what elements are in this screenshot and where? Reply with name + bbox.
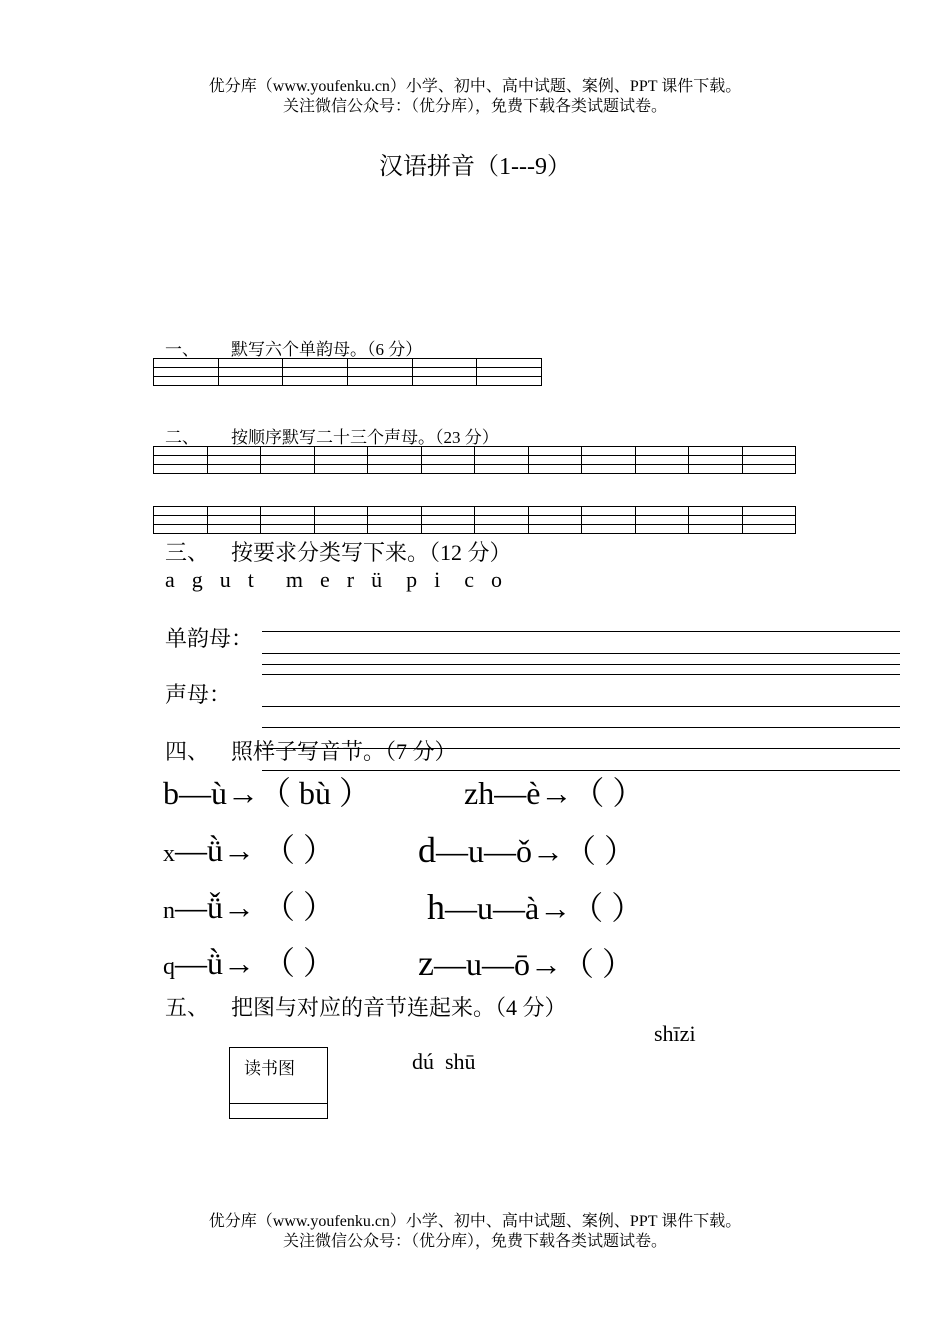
picture-label: 读书图 xyxy=(244,1059,295,1078)
initials-label: 声母： xyxy=(165,682,232,707)
page-title: 汉语拼音（1---9） xyxy=(379,154,571,180)
section-2-heading xyxy=(165,423,499,448)
section-2-number: 二、 xyxy=(165,428,199,447)
section-4-heading xyxy=(165,735,457,766)
letter: t xyxy=(247,567,254,592)
exercise-xu[interactable]: x—ǜ→ （ ） xyxy=(163,832,336,868)
letter: i xyxy=(434,567,441,592)
letter: c xyxy=(464,567,474,592)
writing-line[interactable] xyxy=(262,631,900,632)
section-1-text: 默写六个单韵母。（6 分） xyxy=(231,340,423,359)
section-4-number: 四、 xyxy=(165,739,210,764)
header-line-2: 关注微信公众号：（优分库），免费下载各类试题试卷。 xyxy=(282,98,667,115)
vowels-label: 单韵母： xyxy=(165,626,254,651)
initial-q: q xyxy=(163,954,175,980)
section-1-number: 一、 xyxy=(165,340,199,359)
section-3-letter-list xyxy=(165,567,519,593)
initial-x: x xyxy=(163,841,175,867)
letter: r xyxy=(346,567,355,592)
syllable-dushu[interactable]: dú shū xyxy=(412,1049,476,1074)
section-4-text: 照样子写音节。（7 分） xyxy=(231,739,457,764)
section-5-text: 把图与对应的音节连起来。（4 分） xyxy=(231,995,567,1020)
section-3-text: 按要求分类写下来。（12 分） xyxy=(231,540,512,565)
exercise-nu[interactable]: n—ǚ→ （ ） xyxy=(163,889,336,925)
section-3-number: 三、 xyxy=(165,540,210,565)
letter: e xyxy=(320,567,330,592)
letter: p xyxy=(406,567,418,592)
section-2-text: 按顺序默写二十三个声母。（23 分） xyxy=(231,428,499,447)
footer-line-2: 关注微信公众号：（优分库），免费下载各类试题试卷。 xyxy=(282,1233,667,1250)
letter: m xyxy=(285,567,304,592)
initial-d: d xyxy=(418,830,436,870)
section-3-heading xyxy=(165,536,512,567)
writing-line[interactable] xyxy=(262,770,900,771)
picture-box-divider xyxy=(230,1103,327,1104)
initial-h: h xyxy=(427,887,445,927)
exercise-hua[interactable]: h—u—à→（ ） xyxy=(427,887,644,927)
section-2-writing-grid-2[interactable] xyxy=(153,506,796,534)
exercise-duo[interactable]: d—u—ǒ→（ ） xyxy=(418,830,637,870)
header-line-1: 优分库（www.youfenku.cn）小学、初中、高中试题、案例、PPT 课件下载。 xyxy=(208,78,742,95)
footer-line-1: 优分库（www.youfenku.cn）小学、初中、高中试题、案例、PPT 课件下载。 xyxy=(208,1213,742,1230)
initial-n: n xyxy=(163,898,175,924)
letter: a xyxy=(165,567,175,592)
picture-box[interactable] xyxy=(229,1047,328,1119)
exercise-zuo[interactable]: z—u—ō→（ ） xyxy=(418,943,634,983)
exercise-zhe[interactable]: zh—è→（ ） xyxy=(464,775,645,811)
initial-z: z xyxy=(418,943,434,983)
letter: g xyxy=(191,567,203,592)
section-5-heading xyxy=(165,991,567,1022)
section-2-writing-grid-1[interactable] xyxy=(153,446,796,474)
section-1-heading xyxy=(165,335,422,360)
syllable-shizi[interactable]: shīzi xyxy=(654,1021,696,1046)
letter: ü xyxy=(371,567,383,592)
section-5-number: 五、 xyxy=(165,995,210,1020)
writing-line[interactable] xyxy=(262,664,900,665)
writing-line[interactable] xyxy=(262,727,900,728)
example-syllable-bu: b—ù→（ bù ） xyxy=(163,775,372,811)
letter: o xyxy=(491,567,502,592)
exercise-qu[interactable]: q—ǜ→ （ ） xyxy=(163,945,336,981)
letter: u xyxy=(219,567,231,592)
writing-line[interactable] xyxy=(262,706,900,707)
writing-line[interactable] xyxy=(262,653,900,654)
writing-line[interactable] xyxy=(262,674,900,675)
section-1-writing-grid[interactable] xyxy=(153,358,542,386)
